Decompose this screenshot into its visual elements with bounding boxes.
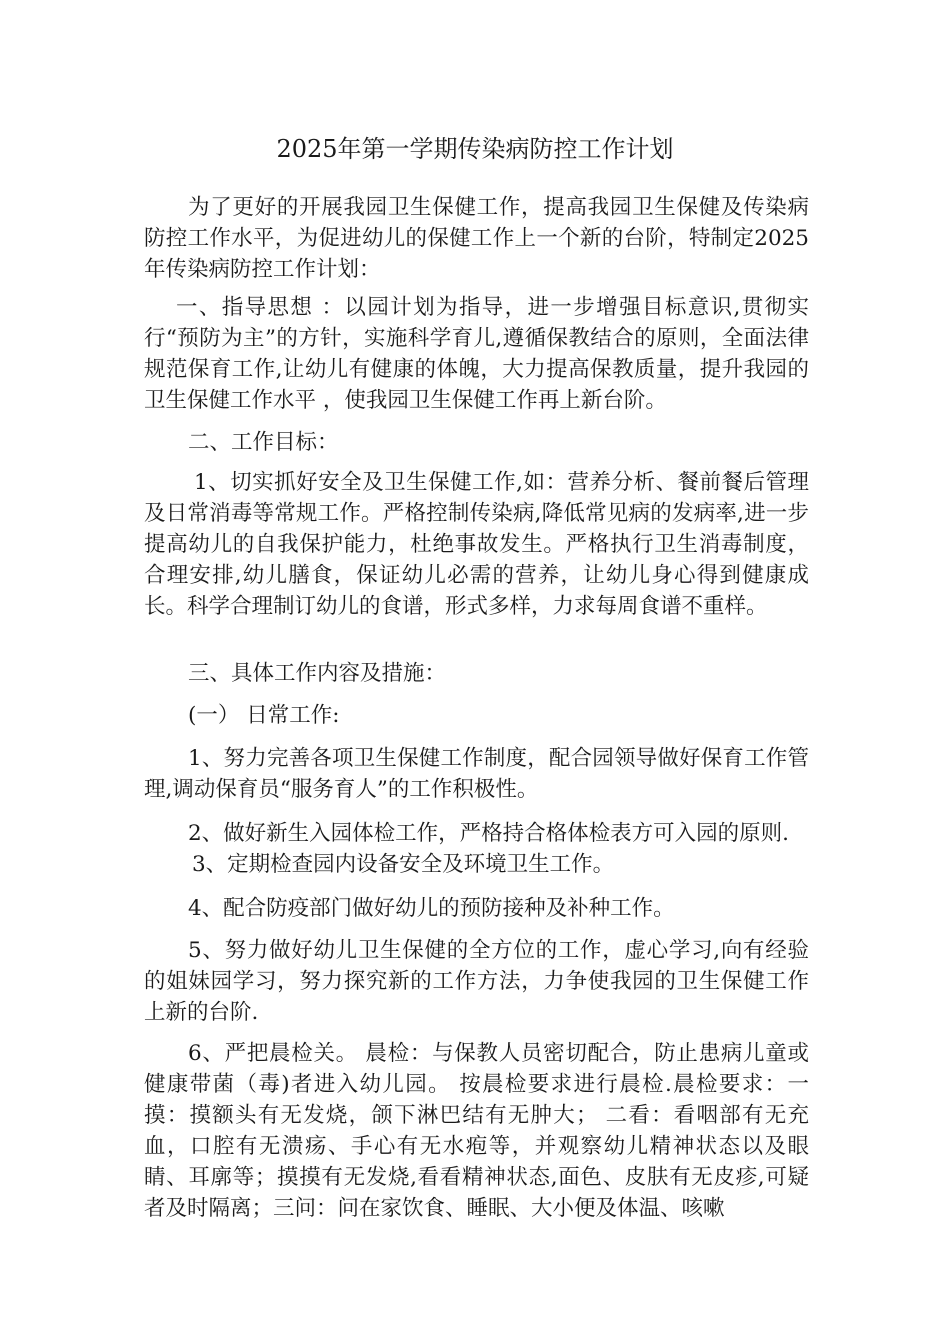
- measure-paragraph-2: 2、做好新生入园体检工作，严格持合格体检表方可入园的原则.: [188, 821, 790, 846]
- measure-paragraph-1: 1、努力完善各项卫生保健工作制度，配合园领导做好保育工作管理,调动保育员“服务育人”的工作积极性。: [144, 746, 809, 802]
- guiding-thought-paragraph: 一、指导思想 ：以园计划为指导，进一步增强目标意识,贯彻实行“预防为主”的方针，实施科学育儿,遵循保教结合的原则，全面法律规范保育工作,让幼儿有健康的体魄，大力提高保教质量，提升我园的卫生保健工作水平 ，使我园卫生保健工作再上新台阶。: [144, 295, 809, 413]
- measure-paragraph-6: 6、严把晨检关。 晨检：与保教人员密切配合，防止患病儿童或健康带菌（毒)者进入幼儿园。 按晨检要求进行晨检.晨检要求：一摸：摸额头有无发烧，颌下淋巴结有无肿大； 二看：看咽部有无充血，口腔有无溃疡、手心有无水疱等，并观察幼儿精神状态以及眼睛、耳廓等；摸摸有无发烧,看看精神状态,面色、皮肤有无皮疹,可疑 者及时隔离；三问：问在家饮食、睡眠、大小便及体温、咳嗽: [144, 1041, 809, 1221]
- measure-paragraph-5: 5、努力做好幼儿卫生保健的全方位的工作，虚心学习,向有经验的姐妹园学习，努力探究新的工作方法，力争使我园的卫生保健工作上新的台阶.: [144, 938, 809, 1025]
- section-heading-goals: 二、工作目标：: [188, 430, 339, 455]
- intro-paragraph: 为了更好的开展我园卫生保健工作，提高我园卫生保健及传染病防控工作水平，为促进幼儿的保健工作上一个新的台阶，特制定2025年传染病防控工作计划：: [144, 195, 809, 282]
- measure-paragraph-4: 4、配合防疫部门做好幼儿的预防接种及补种工作。: [188, 896, 675, 921]
- measure-paragraph-3: 3、定期检查园内设备安全及环境卫生工作。: [192, 852, 615, 877]
- goal-paragraph-1: 1、切实抓好安全及卫生保健工作,如：营养分析、餐前餐后管理及日常消毒等常规工作。严格控制传染病,降低常见病的发病率,进一步提高幼儿的自我保护能力，杜绝事故发生。严格执行卫生消毒制度，合理安排,幼儿膳食，保证幼儿必需的营养，让幼儿身心得到健康成长。科学合理制订幼儿的食谱，形式多样，力求每周食谱不重样。: [144, 470, 809, 619]
- section-heading-measures: 三、具体工作内容及措施：: [188, 661, 447, 686]
- subsection-heading-daily-work: (一） 日常工作:: [188, 703, 340, 728]
- document-title: 2025年第一学期传染病防控工作计划: [276, 135, 674, 163]
